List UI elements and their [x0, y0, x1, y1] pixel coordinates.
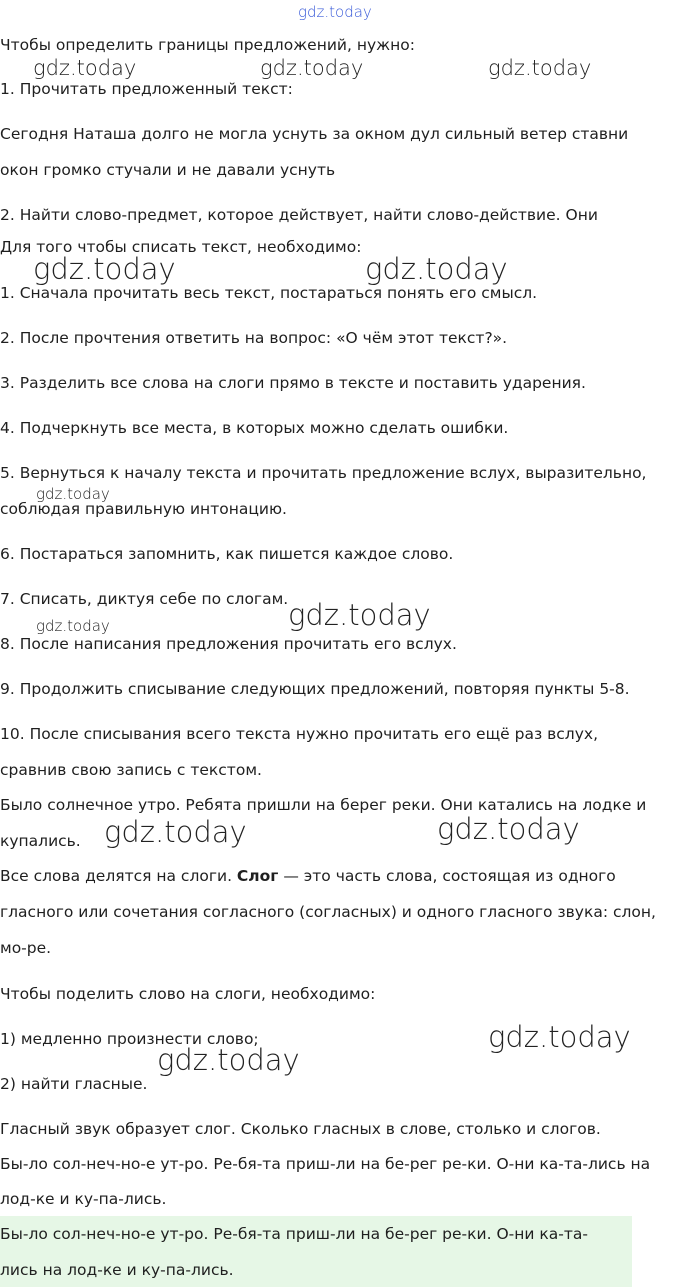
text-line: 5. Вернуться к началу текста и прочитать предложение вслух, выразительно,: [0, 464, 647, 482]
watermark: gdz.today: [157, 1043, 300, 1077]
text-segment: Все слова делятся на слоги.: [0, 867, 237, 885]
watermark: gdz.today: [33, 252, 176, 286]
text-line: 1) медленно произнести слово;: [0, 1030, 259, 1048]
watermark: gdz.today: [488, 1020, 631, 1054]
text-line: соблюдая правильную интонацию.: [0, 500, 287, 518]
text-line: Чтобы поделить слово на слоги, необходимо:: [0, 985, 376, 1003]
text-line: гласного или сочетания согласного (согласных) и одного гласного звука: слон,: [0, 903, 656, 921]
text-line: Сегодня Наташа долго не могла уснуть за окном дул сильный ветер ставни: [0, 125, 629, 143]
highlighted-line: Бы-ло сол-неч-но-е ут-ро. Ре-бя-та приш-ли на бе-рег ре-ки. О-ни ка-та-: [0, 1225, 588, 1243]
watermark: gdz.today: [260, 56, 364, 80]
text-line: сравнив свою запись с текстом.: [0, 761, 262, 779]
watermark: gdz.today: [437, 812, 580, 846]
watermark-top: gdz.today: [298, 3, 372, 21]
text-line: 9. Продолжить списывание следующих предложений, повторяя пункты 5-8.: [0, 680, 630, 698]
text-line: 10. После списывания всего текста нужно прочитать его ещё раз вслух,: [0, 725, 598, 743]
watermark: gdz.today: [36, 485, 110, 503]
text-line: лод-ке и ку-па-лись.: [0, 1190, 167, 1208]
text-segment: — это часть слова, состоящая из одного: [278, 867, 616, 885]
text-line: [0, 865, 616, 887]
text-line: 7. Списать, диктуя себе по слогам.: [0, 590, 289, 608]
text-line: 6. Постараться запомнить, как пишется каждое слово.: [0, 545, 454, 563]
text-line: 1. Прочитать предложенный текст:: [0, 80, 293, 98]
text-line: мо-ре.: [0, 939, 52, 957]
text-line: 3. Разделить все слова на слоги прямо в тексте и поставить ударения.: [0, 374, 586, 392]
text-line: 8. После написания предложения прочитать его вслух.: [0, 635, 457, 653]
text-line: Гласный звук образует слог. Сколько гласных в слове, столько и слогов.: [0, 1120, 601, 1138]
text-line: Бы-ло сол-неч-но-е ут-ро. Ре-бя-та приш-ли на бе-рег ре-ки. О-ни ка-та-лись на: [0, 1155, 651, 1173]
term-slog: Слог: [236, 867, 279, 885]
watermark: gdz.today: [36, 617, 110, 635]
watermark: gdz.today: [288, 598, 431, 632]
watermark: gdz.today: [33, 56, 137, 80]
text-line: окон громко стучали и не давали уснуть: [0, 161, 336, 179]
text-line: 4. Подчеркнуть все места, в которых можно сделать ошибки.: [0, 419, 509, 437]
text-line: Чтобы определить границы предложений, нужно:: [0, 36, 415, 54]
text-line: Было солнечное утро. Ребята пришли на берег реки. Они катались на лодке и: [0, 796, 647, 814]
text-line: Для того чтобы списать текст, необходимо:: [0, 238, 362, 256]
text-line: купались.: [0, 832, 81, 850]
text-line: 2. Найти слово-предмет, которое действует, найти слово-действие. Они: [0, 206, 598, 224]
watermark: gdz.today: [488, 56, 592, 80]
watermark: gdz.today: [365, 252, 508, 286]
text-line: 2. После прочтения ответить на вопрос: «О чём этот текст?».: [0, 329, 508, 347]
watermark: gdz.today: [104, 815, 247, 849]
text-line: 1. Сначала прочитать весь текст, постараться понять его смысл.: [0, 284, 538, 302]
text-line: 2) найти гласные.: [0, 1075, 148, 1093]
highlighted-line: лись на лод-ке и ку-па-лись.: [0, 1261, 234, 1279]
